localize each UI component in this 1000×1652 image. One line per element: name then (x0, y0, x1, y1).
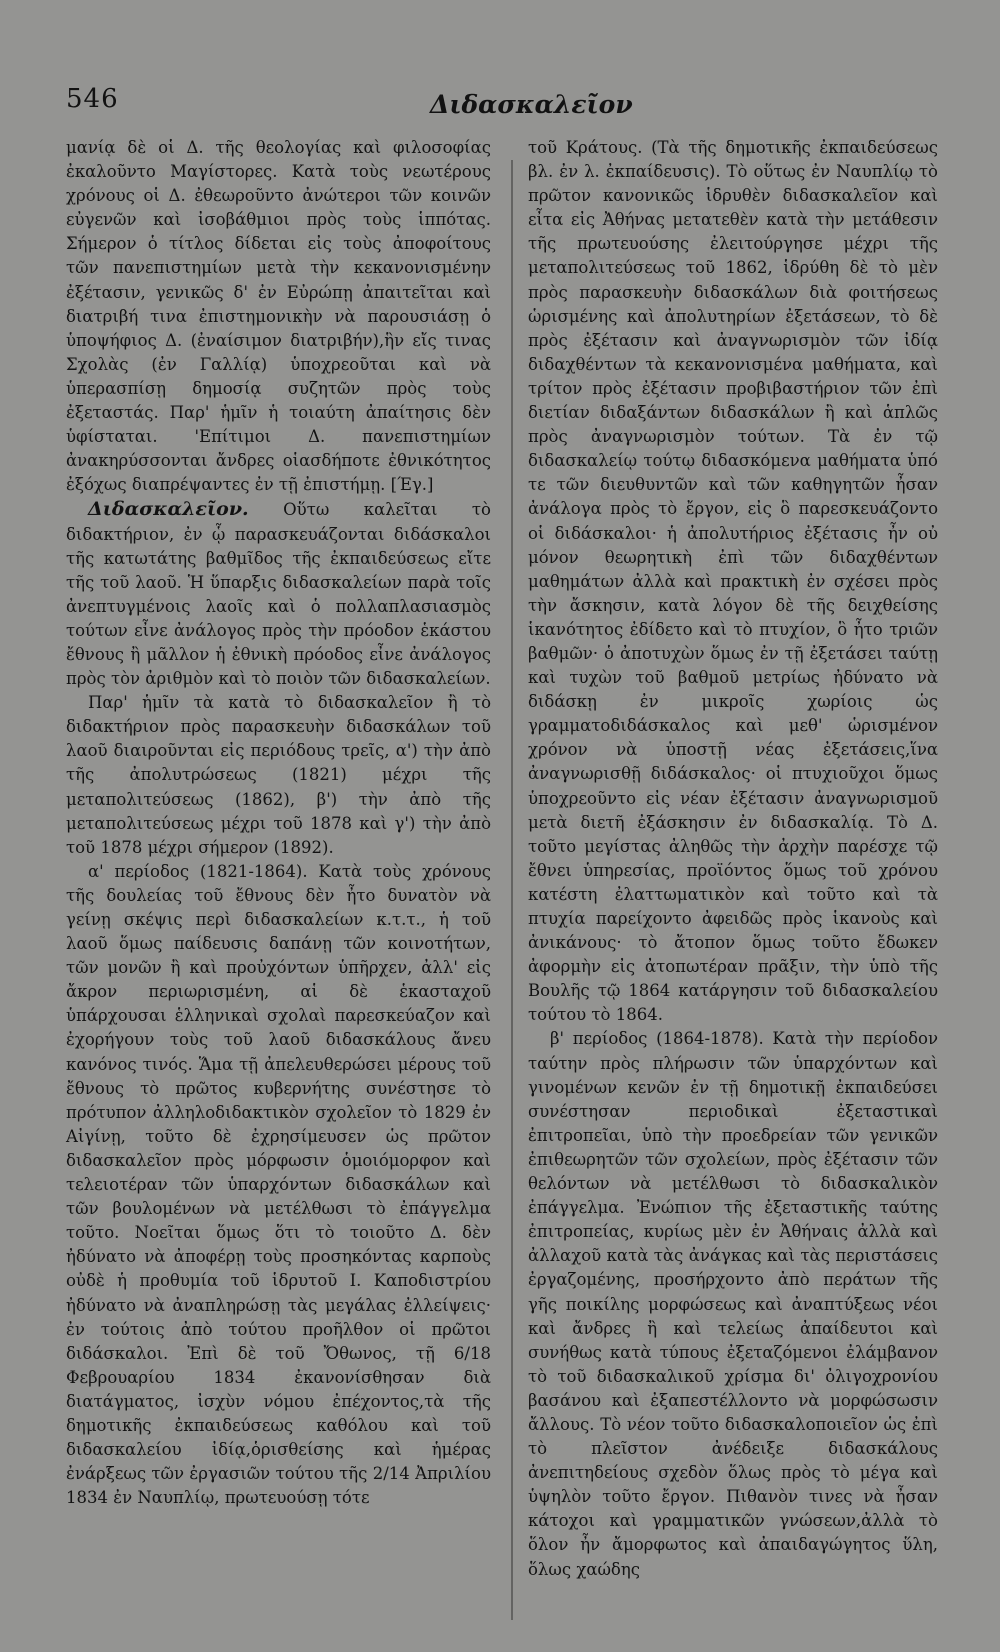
page-number: 546 (66, 84, 119, 114)
right-column (528, 136, 938, 1582)
paragraph: μανίᾳ δὲ οἱ Δ. τῆς θεολογίας καὶ φιλοσοφίας ἐκαλοῦντο Μαγίστορες. Κατὰ τοὺς νεωτέρους χρόνους οἱ Δ. ἐθεωροῦντο ἀνώτεροι τῶν κοινῶν εὐγενῶν καὶ ἰσοβάθμιοι πρὸς τοὺς ἱππότας. Σήμερον ὁ τίτλος δίδεται εἰς τοὺς ἀποφοίτους τῶν πανεπιστημίων μετὰ τὴν κεκανονισμένην ἐξέτασιν, γενικῶς δ' ἐν Εὐρώπῃ ἀπαιτεῖται καὶ διατριβή τινα ἐπιστημονικὴν νὰ παρουσιάσῃ ὁ ὑποψήφιος Δ. (ἐναίσιμον διατριβήν),ἣν εἴς τινας Σχολὰς (ἐν Γαλλίᾳ) ὑποχρεοῦται καὶ νὰ ὑπερασπίσῃ δημοσίᾳ συζητῶν πρὸς τοὺς ἐξεταστάς. Παρ' ἡμῖν ἡ τοιαύτη ἀπαίτησις δὲν ὑφίσταται. 'Επίτιμοι Δ. πανεπιστημίων ἀνακηρύσσονται ἄνδρες οἱασδήποτε ἐθνικότητος ἐξόχως διαπρέψαντες ἐν τῇ ἐπιστήμῃ. [Έγ.] (66, 138, 491, 495)
entry-paragraph (66, 497, 491, 691)
column-divider (511, 160, 513, 1620)
left-column (66, 136, 491, 1510)
paragraph: α' περίοδος (1821-1864). Κατὰ τοὺς χρόνους τῆς δουλείας τοῦ ἔθνους δὲν ἦτο δυνατὸν νὰ γείνῃ σκέψις περὶ διδασκαλείων κ.τ.τ., ἡ τοῦ λαοῦ ὅμως παίδευσις δαπάνῃ τῶν κοινοτήτων, τῶν μονῶν ἢ καὶ προὐχόντων ὑπῆρχεν, ἀλλ' εἰς ἄκρον περιωρισμένη, αἱ δὲ ἑκασταχοῦ ὑπάρχουσαι ἑλληνικαὶ σχολαὶ παρεσκεύαζον καὶ ἐχορήγουν τοὺς τοῦ λαοῦ διδασκάλους ἄνευ κανόνος τινός. Ἅμα τῇ ἀπελευθερώσει μέρους τοῦ ἔθνους τὸ πρῶτος κυβερνήτης συνέστησε τὸ πρότυπον ἀλληλοδιδακτικὸν σχολεῖον τὸ 1829 ἐν Αἰγίνῃ, τοῦτο δὲ ἐχρησίμευσεν ὡς πρῶτον διδασκαλεῖον πρὸς μόρφωσιν ὁμοιόμορφον καὶ τελειοτέραν τῶν ὑπαρχόντων διδασκάλων καὶ τῶν βουλομένων νὰ μετέλθωσι τὸ ἐπάγγελμα τοῦτο. Νοεῖται ὅμως ὅτι τὸ τοιοῦτο Δ. δὲν ἠδύνατο νὰ ἀποφέρῃ τοὺς προσηκόντας καρποὺς οὐδὲ ἡ προθυμία τοῦ ἱδρυτοῦ Ι. Καποδιστρίου ἠδύνατο νὰ ἀναπληρώσῃ τὰς μεγάλας ἐλλείψεις· ἐν τούτοις ἀπὸ τούτου προῆλθον οἱ πρῶτοι διδάσκαλοι. Ἐπὶ δὲ τοῦ Ὄθωνος, τῇ 6/18 Φεβρουαρίου 1834 ἐκανονίσθησαν διὰ διατάγματος, ἰσχὺν νόμου ἐπέχοντος,τὰ τῆς δημοτικῆς ἐκπαιδεύσεως καθόλου καὶ τοῦ διδασκαλείου ἰδίᾳ,ὁρισθείσης καὶ ἡμέρας ἐνάρξεως τῶν ἐργασιῶν τούτου τῆς 2/14 Ἀπριλίου 1834 ἐν Ναυπλίῳ, πρωτευούσῃ τότε (66, 861, 491, 1508)
paragraph: τοῦ Κράτους. (Τὰ τῆς δημοτικῆς ἐκπαιδεύσεως βλ. ἐν λ. ἐκπαίδευσις). Τὸ οὕτως ἐν Ναυπλίῳ τὸ πρῶτον κανονικῶς ἱδρυθὲν διδασκαλεῖον καὶ εἶτα εἰς Ἀθήνας μετατεθὲν κατὰ τὴν μετάθεσιν τῆς πρωτευούσης ἐλειτούργησε μέχρι τῆς μεταπολιτεύσεως τοῦ 1862, ἱδρύθη δὲ τὸ μὲν πρὸς παρασκευὴν διδασκάλων διὰ φοιτήσεως ὡρισμένης καὶ ἀπολυτηρίων ἐξετάσεων, τὸ δὲ πρὸς ἐξέτασιν καὶ ἀναγνωρισμὸν τῶν ἰδίᾳ διδαχθέντων τὰ κεκανονισμένα μαθήματα, καὶ τρίτον πρὸς ἐξέτασιν προβιβαστήριον τῶν ἐπὶ διετίαν διδαξάντων διδασκάλων ἢ καὶ ἁπλῶς πρὸς ἀναγνωρισμὸν τούτων. Τὰ ἐν τῷ διδασκαλείῳ τούτῳ διδασκόμενα μαθήματα ὑπό τε τῶν διευθυντῶν καὶ τῶν καθηγητῶν ἦσαν ἀνάλογα πρὸς τὸ ἔργον, εἰς ὃ παρεσκευάζοντο οἱ διδάσκαλοι· ἡ ἀπολυτήριος ἐξέτασις ἦν οὐ μόνον θεωρητικὴ ἐπὶ τῶν διδαχθέντων μαθημάτων ἀλλὰ καὶ πρακτικὴ ἐν σχέσει πρὸς τὴν ἄσκησιν, κατὰ λόγον δὲ τῆς δειχθείσης ἱκανότητος ἐδίδετο καὶ τὸ πτυχίον, ὃ ἦτο τριῶν βαθμῶν· ὁ ἀποτυχὼν ὅμως ἐν τῇ ἐξετάσει ταύτῃ καὶ τυχὼν τοῦ βαθμοῦ μετρίως ἠδύνατο νὰ διδάσκῃ ἐν μικροῖς χωρίοις ὡς γραμματοδιδάσκαλος καὶ μεθ' ὡρισμένον χρόνον νὰ ὑποστῇ νέας ἐξετάσεις,ἵνα ἀναγνωρισθῇ διδάσκαλος· οἱ πτυχιοῦχοι ὅμως ὑποχρεοῦντο εἰς νέαν ἐξέτασιν ἀναγνωρισμοῦ μετὰ διετῆ ἐξάσκησιν ἐν διδασκαλίᾳ. Τὸ Δ. τοῦτο μεγίστας ἀληθῶς τὴν ἀρχὴν παρέσχε τῷ ἔθνει ὑπηρεσίας, προϊόντος ὅμως τοῦ χρόνου κατέστη ἐλαττωματικὸν καὶ τοῦτο καὶ τὰ πτυχία παρείχοντο ἀφειδῶς πρὸς ἱκανοὺς καὶ ἀνικάνους· τὸ ἄτοπον ὅμως τοῦτο ἔδωκεν ἀφορμὴν εἰς ἀτοπωτέραν πρᾶξιν, τὴν ὑπὸ τῆς Βουλῆς τῷ 1864 κατάργησιν τοῦ διδασκαλείου τούτου τὸ 1864. (528, 138, 938, 1025)
paragraph: β' περίοδος (1864-1878). Κατὰ τὴν περίοδον ταύτην πρὸς πλήρωσιν τῶν ὑπαρχόντων καὶ γινομένων κενῶν ἐν τῇ δημοτικῇ ἐκπαιδεύσει συνέστησαν περιοδικαὶ ἐξεταστικαὶ ἐπιτροπεῖαι, ὑπὸ τὴν προεδρείαν τῶν γενικῶν ἐπιθεωρητῶν τῶν σχολείων, πρὸς ἐξέτασιν τῶν θελόντων νὰ μετέλθωσι τὸ διδασκαλικὸν ἐπάγγελμα. Ἐνώπιον τῆς ἐξεταστικῆς ταύτης ἐπιτροπείας, κυρίως μὲν ἐν Ἀθήναις ἀλλὰ καὶ ἀλλαχοῦ κατὰ τὰς ἀνάγκας καὶ τὰς περιστάσεις ἐργαζομένης, προσήρχοντο ἀπὸ περάτων τῆς γῆς ποικίλης μορφώσεως καὶ ἀναπτύξεως νέοι καὶ ἄνδρες ἢ καὶ τελείως ἀπαίδευτοι καὶ συνήθως κατὰ τύπους ἐξεταζόμενοι ἐλάμβανον τὸ τοῦ διδασκαλικοῦ χρίσμα δι' ὀλιγοχρονίου βασάνου καὶ ἐξαπεστέλλοντο νὰ μορφώσωσιν ἄλλους. Τὸ νέον τοῦτο διδασκαλοποιεῖον ὡς ἐπὶ τὸ πλεῖστον ἀνέδειξε διδασκάλους ἀνεπιτηδείους σχεδὸν ὅλως πρὸς τὸ μέγα καὶ ὑψηλὸν τοῦτο ἔργον. Πιθανὸν τινες νὰ ἦσαν κάτοχοι καὶ γραμματικῶν γνώσεων,ἀλλὰ τὸ ὅλον ἦν ἄμορφωτος καὶ ἀπαιδαγώγητος ὕλη, ὅλως χαώδης (528, 1029, 938, 1579)
entry-title: Διδασκαλεῖον. (88, 498, 249, 521)
entry-text: Οὕτω καλεῖται τὸ διδακτήριον, ἐν ᾧ παρασκευάζονται διδάσκαλοι τῆς κατωτάτης βαθμῖδος τῆς ἐκπαιδεύσεως εἴτε τῆς τοῦ λαοῦ. Ἡ ὕπαρξις διδασκαλείων παρὰ τοῖς ἀνεπτυγμένοις λαοῖς καὶ ὁ πολλαπλασιασμὸς τούτων εἶνε ἀνάλογος πρὸς τὴν πρόοδον ἑκάστου ἔθνους ἢ μᾶλλον ἡ ἐθνικὴ πρόοδος εἶνε ἀνάλογος πρὸς τὸν ἀριθμὸν καὶ τὸ ποιὸν τῶν διδασκαλείων. (66, 500, 491, 689)
paragraph: Παρ' ἡμῖν τὰ κατὰ τὸ διδασκαλεῖον ἢ τὸ διδακτήριον πρὸς παρασκευὴν διδασκάλων τοῦ λαοῦ διαιροῦνται εἰς περιόδους τρεῖς, α') τὴν ἀπὸ τῆς ἀπολυτρώσεως (1821) μέχρι τῆς μεταπολιτεύσεως (1862), β') τὴν ἀπὸ τῆς μεταπολιτεύσεως μέχρι τοῦ 1878 καὶ γ') τὴν ἀπὸ τοῦ 1878 μέχρι σήμερον (1892). (66, 693, 491, 857)
running-head: Διδασκαλεῖον (430, 90, 633, 119)
